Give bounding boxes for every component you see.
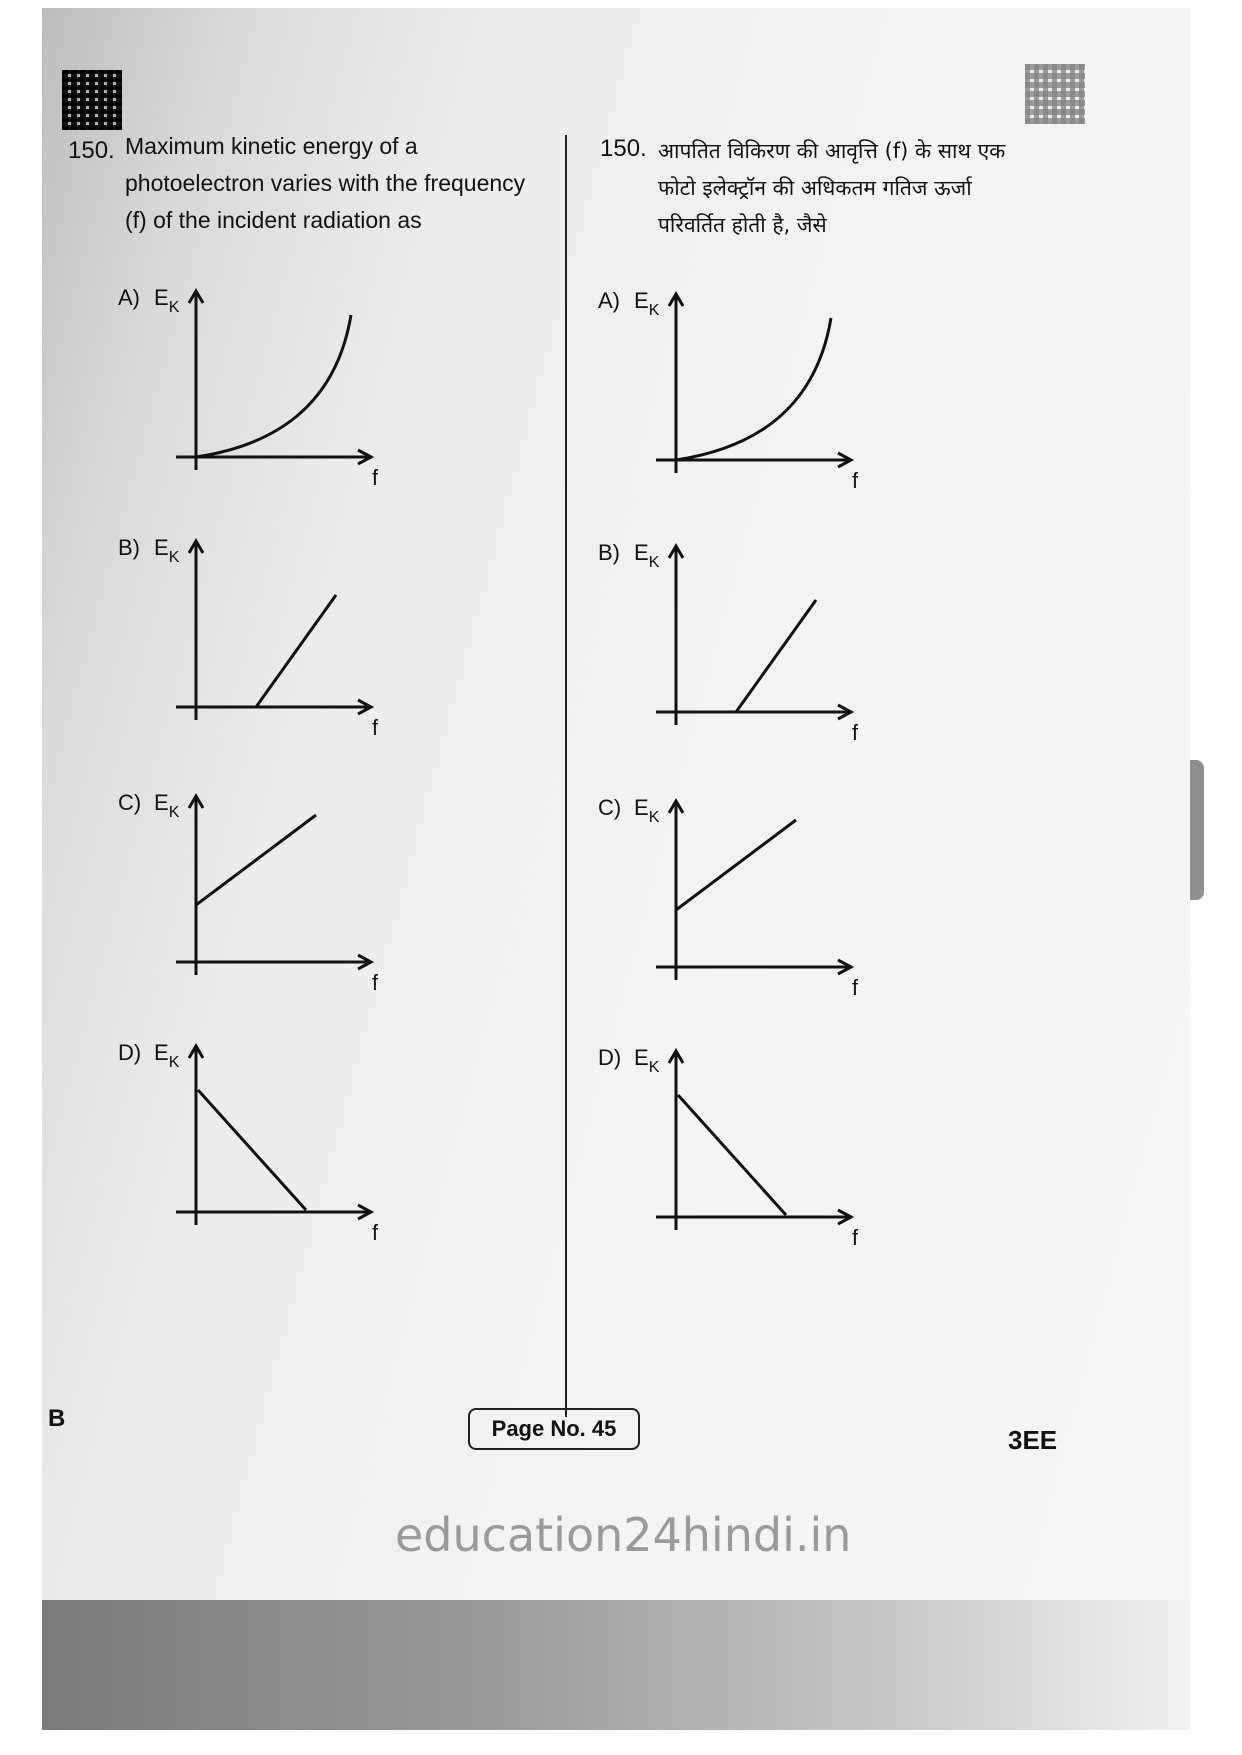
graph-curve bbox=[196, 315, 351, 457]
option-label: C) bbox=[118, 790, 142, 815]
graph-svg bbox=[598, 540, 858, 750]
y-axis bbox=[669, 546, 683, 725]
x-axis-label: f bbox=[372, 465, 378, 490]
graph-svg bbox=[118, 790, 378, 1000]
page-edge-tab bbox=[1190, 760, 1204, 900]
x-axis bbox=[176, 450, 371, 464]
graph-curve bbox=[198, 1090, 306, 1210]
x-axis-label: f bbox=[852, 720, 858, 745]
y-axis bbox=[669, 1051, 683, 1230]
x-axis-label: f bbox=[372, 715, 378, 740]
question-number-english: 150. bbox=[68, 137, 115, 164]
option-label: B) bbox=[598, 540, 620, 565]
set-label: B bbox=[48, 1405, 66, 1432]
y-axis-label: $E_K$ bbox=[154, 285, 180, 316]
graph-svg bbox=[598, 1045, 858, 1255]
graph-svg bbox=[118, 285, 378, 495]
graph-curve bbox=[736, 600, 816, 712]
x-axis bbox=[176, 955, 371, 969]
x-axis bbox=[656, 453, 851, 467]
y-axis bbox=[189, 1046, 203, 1225]
y-axis-subscript: K bbox=[648, 809, 660, 826]
question-line: परिवर्तित होती है, जैसे bbox=[658, 213, 827, 237]
option-label: B) bbox=[118, 535, 140, 560]
graph-curve bbox=[196, 815, 316, 905]
qr-code-left bbox=[62, 70, 122, 130]
question-line: फोटो इलेक्ट्रॉन की अधिकतम गतिज ऊर्जा bbox=[658, 176, 972, 200]
question-text-english bbox=[125, 128, 525, 239]
y-axis-subscript: K bbox=[168, 1054, 180, 1071]
option-graph-hindi-c bbox=[598, 795, 858, 1010]
option-label: D) bbox=[118, 1040, 142, 1065]
graph-svg bbox=[118, 1040, 378, 1250]
graph-svg bbox=[118, 535, 378, 745]
option-graph-hindi-a bbox=[598, 288, 858, 503]
option-label: A) bbox=[598, 288, 620, 313]
graph-curve bbox=[676, 318, 831, 460]
question-text-hindi bbox=[658, 133, 1005, 244]
option-graph-english-c bbox=[118, 790, 378, 1005]
y-axis-label: $E_K$ bbox=[154, 1040, 180, 1071]
option-label: C) bbox=[598, 795, 622, 820]
y-axis-label: $E_K$ bbox=[634, 795, 660, 826]
graph-svg bbox=[598, 795, 858, 1005]
y-axis-label: $E_K$ bbox=[634, 540, 660, 571]
x-axis-label: f bbox=[852, 1225, 858, 1250]
x-axis bbox=[656, 705, 851, 719]
x-axis bbox=[176, 1205, 371, 1219]
y-axis bbox=[189, 541, 203, 720]
graph-curve bbox=[678, 1095, 786, 1215]
graph-curve bbox=[256, 595, 336, 707]
question-line: आपतित विकिरण की आवृत्ति (f) के साथ एक bbox=[658, 139, 1006, 163]
x-axis-label: f bbox=[372, 970, 378, 995]
y-axis bbox=[669, 801, 683, 980]
y-axis bbox=[669, 294, 683, 473]
y-axis-subscript: K bbox=[168, 804, 180, 821]
y-axis bbox=[189, 796, 203, 975]
option-graph-hindi-d bbox=[598, 1045, 858, 1260]
option-graph-hindi-b bbox=[598, 540, 858, 755]
y-axis bbox=[189, 291, 203, 470]
option-graph-english-d bbox=[118, 1040, 378, 1255]
option-label: D) bbox=[598, 1045, 622, 1070]
graph-svg bbox=[598, 288, 858, 498]
x-axis bbox=[176, 700, 371, 714]
page-number-box: Page No. 45 bbox=[468, 1408, 640, 1450]
x-axis-label: f bbox=[852, 975, 858, 1000]
y-axis-subscript: K bbox=[648, 554, 660, 571]
question-line: Maximum kinetic energy of a bbox=[125, 133, 418, 159]
x-axis-label: f bbox=[372, 1220, 378, 1245]
watermark: education24hindi.in bbox=[395, 1508, 852, 1562]
y-axis-subscript: K bbox=[648, 302, 660, 319]
x-axis-label: f bbox=[852, 468, 858, 493]
y-axis-label: $E_K$ bbox=[634, 1045, 660, 1076]
y-axis-label: $E_K$ bbox=[634, 288, 660, 319]
question-line: (f) of the incident radiation as bbox=[125, 207, 422, 233]
scan-shadow bbox=[42, 1600, 1190, 1730]
y-axis-subscript: K bbox=[168, 299, 180, 316]
y-axis-subscript: K bbox=[648, 1059, 660, 1076]
option-graph-english-b bbox=[118, 535, 378, 750]
graph-curve bbox=[676, 820, 796, 910]
y-axis-label: $E_K$ bbox=[154, 790, 180, 821]
option-label: A) bbox=[118, 285, 140, 310]
qr-code-right bbox=[1025, 64, 1085, 124]
column-divider bbox=[565, 135, 567, 1417]
question-number-hindi: 150. bbox=[600, 135, 647, 162]
y-axis-label: $E_K$ bbox=[154, 535, 180, 566]
booklet-code: 3EE bbox=[1008, 1425, 1058, 1455]
x-axis bbox=[656, 960, 851, 974]
question-line: photoelectron varies with the frequency bbox=[125, 170, 526, 196]
option-graph-english-a bbox=[118, 285, 378, 500]
y-axis-subscript: K bbox=[168, 549, 180, 566]
x-axis bbox=[656, 1210, 851, 1224]
